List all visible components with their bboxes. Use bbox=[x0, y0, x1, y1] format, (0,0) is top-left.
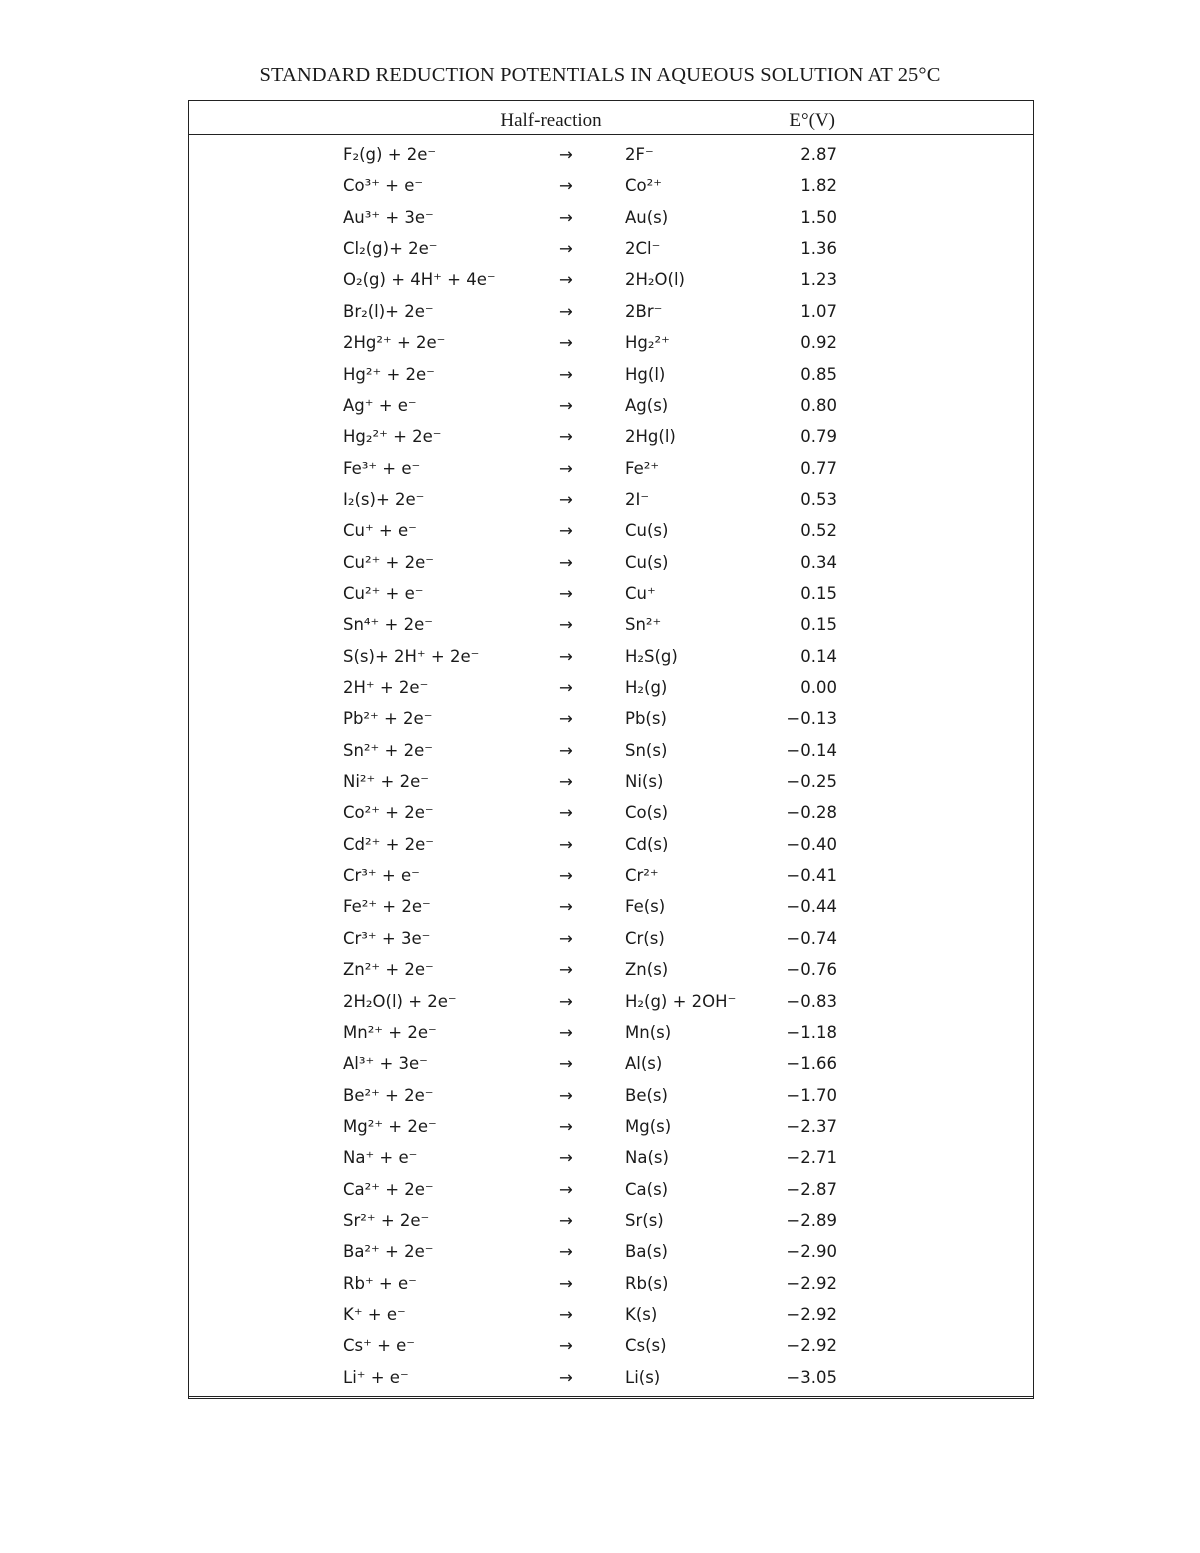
reduction-potential: −0.40 bbox=[786, 834, 837, 854]
reaction-reactants: Cl₂(g)+ 2e⁻ bbox=[343, 239, 438, 259]
reaction-products: Hg(l) bbox=[625, 364, 666, 384]
reduction-potential: −2.92 bbox=[786, 1336, 837, 1356]
reaction-reactants: Ag⁺ + e⁻ bbox=[343, 395, 417, 415]
reaction-arrow-icon: → bbox=[559, 521, 573, 541]
reaction-arrow-icon: → bbox=[559, 646, 573, 666]
table-row bbox=[189, 1330, 1033, 1361]
table-row bbox=[189, 797, 1033, 828]
reduction-potential: 1.50 bbox=[800, 207, 837, 227]
reduction-potential: 1.07 bbox=[800, 301, 837, 321]
table-row bbox=[189, 1362, 1033, 1393]
reaction-products: H₂(g) bbox=[625, 678, 668, 697]
reaction-products: Hg₂²⁺ bbox=[625, 333, 670, 353]
reaction-reactants: Zn²⁺ + 2e⁻ bbox=[343, 960, 434, 980]
table-row bbox=[189, 1080, 1033, 1111]
reaction-reactants: Ni²⁺ + 2e⁻ bbox=[343, 772, 429, 791]
reaction-products: H₂S(g) bbox=[625, 646, 678, 666]
table-row bbox=[189, 390, 1033, 421]
table-row bbox=[189, 860, 1033, 891]
reaction-arrow-icon: → bbox=[559, 489, 573, 509]
reduction-potential: 0.85 bbox=[800, 364, 837, 384]
reaction-products: 2F⁻ bbox=[625, 145, 654, 164]
reaction-reactants: Fe³⁺ + e⁻ bbox=[343, 458, 421, 478]
table-row bbox=[189, 672, 1033, 703]
reaction-reactants: Co²⁺ + 2e⁻ bbox=[343, 803, 434, 823]
reaction-arrow-icon: → bbox=[559, 1116, 573, 1136]
reduction-potential: 0.52 bbox=[800, 521, 837, 541]
reaction-reactants: O₂(g) + 4H⁺ + 4e⁻ bbox=[343, 270, 496, 290]
reaction-reactants: Sn⁴⁺ + 2e⁻ bbox=[343, 615, 433, 635]
reaction-products: Zn(s) bbox=[625, 960, 669, 980]
reaction-products: Co(s) bbox=[625, 803, 669, 823]
table-row bbox=[189, 202, 1033, 233]
table-row bbox=[189, 1236, 1033, 1267]
reaction-arrow-icon: → bbox=[559, 615, 573, 635]
table-row bbox=[189, 1017, 1033, 1048]
page-title: STANDARD REDUCTION POTENTIALS IN AQUEOUS SOLUTION AT 25°C bbox=[259, 64, 941, 86]
table-row bbox=[189, 923, 1033, 954]
reduction-potential: 1.36 bbox=[800, 239, 837, 259]
table-row bbox=[189, 1111, 1033, 1142]
reaction-arrow-icon: → bbox=[559, 364, 573, 384]
reduction-potential: 0.15 bbox=[800, 583, 837, 603]
reaction-reactants: Mn²⁺ + 2e⁻ bbox=[343, 1022, 437, 1042]
reaction-reactants: Cu⁺ + e⁻ bbox=[343, 521, 417, 541]
reaction-arrow-icon: → bbox=[559, 1179, 573, 1199]
reaction-arrow-icon: → bbox=[559, 270, 573, 290]
reaction-reactants: Cr³⁺ + e⁻ bbox=[343, 866, 420, 886]
reduction-potentials-table bbox=[188, 100, 1034, 1399]
reaction-products: 2Hg(l) bbox=[625, 427, 676, 447]
reduction-potential: −1.70 bbox=[786, 1085, 837, 1105]
reaction-products: Fe(s) bbox=[625, 897, 666, 917]
reaction-products: Cs(s) bbox=[625, 1336, 667, 1356]
reduction-potential: −2.89 bbox=[786, 1210, 837, 1230]
reduction-potential: 1.23 bbox=[800, 270, 837, 290]
reaction-reactants: S(s)+ 2H⁺ + 2e⁻ bbox=[343, 646, 480, 666]
reaction-products: Be(s) bbox=[625, 1085, 668, 1105]
table-row bbox=[189, 484, 1033, 515]
reduction-potential: −0.76 bbox=[786, 960, 837, 980]
reaction-arrow-icon: → bbox=[559, 928, 573, 948]
reaction-arrow-icon: → bbox=[559, 866, 573, 886]
reduction-potential: −2.90 bbox=[786, 1242, 837, 1262]
reaction-products: Sr(s) bbox=[625, 1210, 664, 1230]
reaction-arrow-icon: → bbox=[559, 1305, 573, 1324]
reaction-reactants: Br₂(l)+ 2e⁻ bbox=[343, 301, 434, 321]
table-row bbox=[189, 578, 1033, 609]
reaction-products: Ca(s) bbox=[625, 1179, 669, 1199]
reaction-arrow-icon: → bbox=[559, 740, 573, 760]
reaction-reactants: Be²⁺ + 2e⁻ bbox=[343, 1085, 434, 1105]
reduction-potential: −1.18 bbox=[786, 1022, 837, 1042]
reaction-arrow-icon: → bbox=[559, 552, 573, 572]
reaction-reactants: Au³⁺ + 3e⁻ bbox=[343, 207, 434, 227]
reduction-potential: −2.92 bbox=[786, 1273, 837, 1293]
reaction-reactants: Sn²⁺ + 2e⁻ bbox=[343, 740, 433, 760]
header-potential: E°(V) bbox=[789, 110, 835, 131]
reduction-potential: 2.87 bbox=[800, 145, 837, 164]
reduction-potential: −0.44 bbox=[786, 897, 837, 917]
reaction-reactants: Rb⁺ + e⁻ bbox=[343, 1273, 417, 1293]
table-row bbox=[189, 986, 1033, 1017]
reaction-reactants: Li⁺ + e⁻ bbox=[343, 1367, 409, 1387]
reaction-products: Sn²⁺ bbox=[625, 615, 662, 635]
table-row bbox=[189, 453, 1033, 484]
reaction-reactants: 2H⁺ + 2e⁻ bbox=[343, 678, 429, 697]
table-row bbox=[189, 954, 1033, 985]
reaction-products: Mg(s) bbox=[625, 1116, 672, 1136]
reaction-reactants: Cs⁺ + e⁻ bbox=[343, 1336, 416, 1356]
header-divider bbox=[189, 134, 1033, 135]
table-row bbox=[189, 1299, 1033, 1330]
reaction-reactants: Hg₂²⁺ + 2e⁻ bbox=[343, 427, 442, 447]
reaction-products: Cr(s) bbox=[625, 928, 665, 948]
reaction-products: Rb(s) bbox=[625, 1273, 669, 1293]
reaction-products: Cr²⁺ bbox=[625, 866, 659, 886]
reaction-arrow-icon: → bbox=[559, 1210, 573, 1230]
reaction-products: Cu(s) bbox=[625, 521, 669, 541]
reaction-arrow-icon: → bbox=[559, 803, 573, 823]
table-row bbox=[189, 1174, 1033, 1205]
table-row bbox=[189, 547, 1033, 578]
reaction-reactants: Pb²⁺ + 2e⁻ bbox=[343, 709, 433, 729]
reduction-potential: −0.74 bbox=[786, 928, 837, 948]
table-row bbox=[189, 421, 1033, 452]
reaction-arrow-icon: → bbox=[559, 772, 573, 791]
reduction-potential: 0.00 bbox=[800, 678, 837, 697]
table-row bbox=[189, 359, 1033, 390]
reaction-arrow-icon: → bbox=[559, 176, 573, 196]
reaction-products: Co²⁺ bbox=[625, 176, 662, 196]
reaction-arrow-icon: → bbox=[559, 395, 573, 415]
reaction-products: H₂(g) + 2OH⁻ bbox=[625, 991, 737, 1011]
reduction-potential: 0.92 bbox=[800, 333, 837, 353]
reduction-potential: −0.25 bbox=[786, 772, 837, 791]
reaction-reactants: Cu²⁺ + e⁻ bbox=[343, 583, 424, 603]
reaction-reactants: Hg²⁺ + 2e⁻ bbox=[343, 364, 435, 384]
reaction-products: Sn(s) bbox=[625, 740, 668, 760]
table-row bbox=[189, 1048, 1033, 1079]
table-row bbox=[189, 233, 1033, 264]
reduction-potential: 1.82 bbox=[800, 176, 837, 196]
reaction-products: Ba(s) bbox=[625, 1242, 668, 1262]
reduction-potential: −3.05 bbox=[786, 1367, 837, 1387]
reduction-potential: −2.71 bbox=[786, 1148, 837, 1168]
table-row bbox=[189, 609, 1033, 640]
reaction-arrow-icon: → bbox=[559, 1085, 573, 1105]
reaction-arrow-icon: → bbox=[559, 333, 573, 353]
reduction-potential: 0.15 bbox=[800, 615, 837, 635]
reaction-products: 2Cl⁻ bbox=[625, 239, 661, 259]
reaction-arrow-icon: → bbox=[559, 301, 573, 321]
table-row bbox=[189, 1142, 1033, 1173]
table-row bbox=[189, 641, 1033, 672]
reaction-reactants: Ca²⁺ + 2e⁻ bbox=[343, 1179, 434, 1199]
reaction-arrow-icon: → bbox=[559, 709, 573, 729]
reduction-potential: 0.80 bbox=[800, 395, 837, 415]
reaction-products: Pb(s) bbox=[625, 709, 667, 729]
reaction-products: 2I⁻ bbox=[625, 489, 650, 509]
reaction-products: Cu(s) bbox=[625, 552, 669, 572]
table-row bbox=[189, 1205, 1033, 1236]
reaction-reactants: Co³⁺ + e⁻ bbox=[343, 176, 424, 196]
reaction-products: Ag(s) bbox=[625, 395, 669, 415]
reduction-potential: −2.87 bbox=[786, 1179, 837, 1199]
reaction-reactants: Cu²⁺ + 2e⁻ bbox=[343, 552, 434, 572]
reaction-reactants: I₂(s)+ 2e⁻ bbox=[343, 489, 425, 509]
reduction-potential: 0.53 bbox=[800, 489, 837, 509]
table-row bbox=[189, 1268, 1033, 1299]
reaction-products: Mn(s) bbox=[625, 1022, 672, 1042]
table-row bbox=[189, 139, 1033, 170]
reaction-arrow-icon: → bbox=[559, 834, 573, 854]
reaction-products: 2H₂O(l) bbox=[625, 270, 685, 290]
reaction-reactants: 2Hg²⁺ + 2e⁻ bbox=[343, 333, 446, 353]
reaction-reactants: Mg²⁺ + 2e⁻ bbox=[343, 1116, 437, 1136]
reaction-arrow-icon: → bbox=[559, 1242, 573, 1262]
reaction-reactants: Sr²⁺ + 2e⁻ bbox=[343, 1210, 430, 1230]
reaction-reactants: Al³⁺ + 3e⁻ bbox=[343, 1054, 428, 1074]
reaction-arrow-icon: → bbox=[559, 1054, 573, 1074]
reaction-reactants: K⁺ + e⁻ bbox=[343, 1305, 406, 1324]
table-row bbox=[189, 170, 1033, 201]
reduction-potential: −0.28 bbox=[786, 803, 837, 823]
reduction-potential: −0.83 bbox=[786, 991, 837, 1011]
reaction-arrow-icon: → bbox=[559, 991, 573, 1011]
reaction-products: Al(s) bbox=[625, 1054, 663, 1074]
reduction-potential: 0.34 bbox=[800, 552, 837, 572]
reduction-potential: 0.77 bbox=[800, 458, 837, 478]
reaction-products: 2Br⁻ bbox=[625, 301, 663, 321]
reduction-potential: −0.41 bbox=[786, 866, 837, 886]
reaction-products: Na(s) bbox=[625, 1148, 669, 1168]
reaction-arrow-icon: → bbox=[559, 1148, 573, 1168]
reaction-arrow-icon: → bbox=[559, 1367, 573, 1387]
reaction-arrow-icon: → bbox=[559, 1022, 573, 1042]
reaction-arrow-icon: → bbox=[559, 897, 573, 917]
reaction-arrow-icon: → bbox=[559, 427, 573, 447]
reduction-potential: −2.37 bbox=[786, 1116, 837, 1136]
reaction-arrow-icon: → bbox=[559, 678, 573, 697]
header-half-reaction: Half-reaction bbox=[500, 110, 602, 131]
table-row bbox=[189, 829, 1033, 860]
table-row bbox=[189, 703, 1033, 734]
reaction-arrow-icon: → bbox=[559, 960, 573, 980]
reaction-arrow-icon: → bbox=[559, 239, 573, 259]
reaction-arrow-icon: → bbox=[559, 1336, 573, 1356]
reaction-products: Cu⁺ bbox=[625, 583, 656, 603]
reaction-products: Fe²⁺ bbox=[625, 458, 660, 478]
reduction-potential: −1.66 bbox=[786, 1054, 837, 1074]
reaction-reactants: Cd²⁺ + 2e⁻ bbox=[343, 834, 434, 854]
reduction-potential: 0.14 bbox=[800, 646, 837, 666]
reduction-potential: −0.14 bbox=[786, 740, 837, 760]
reaction-reactants: Cr³⁺ + 3e⁻ bbox=[343, 928, 431, 948]
reaction-products: K(s) bbox=[625, 1305, 658, 1324]
reduction-potential: −2.92 bbox=[786, 1305, 837, 1324]
reaction-arrow-icon: → bbox=[559, 1273, 573, 1293]
reaction-products: Au(s) bbox=[625, 207, 669, 227]
reduction-potential: 0.79 bbox=[800, 427, 837, 447]
reaction-reactants: Fe²⁺ + 2e⁻ bbox=[343, 897, 431, 917]
reaction-arrow-icon: → bbox=[559, 145, 573, 164]
reduction-potential: −0.13 bbox=[786, 709, 837, 729]
bottom-divider bbox=[189, 1396, 1033, 1397]
reaction-products: Ni(s) bbox=[625, 772, 664, 791]
reaction-arrow-icon: → bbox=[559, 583, 573, 603]
reaction-arrow-icon: → bbox=[559, 458, 573, 478]
table-row bbox=[189, 891, 1033, 922]
table-row bbox=[189, 327, 1033, 358]
reaction-arrow-icon: → bbox=[559, 207, 573, 227]
reaction-reactants: 2H₂O(l) + 2e⁻ bbox=[343, 991, 457, 1011]
reaction-products: Cd(s) bbox=[625, 834, 669, 854]
table-row bbox=[189, 735, 1033, 766]
table-row bbox=[189, 296, 1033, 327]
reaction-products: Li(s) bbox=[625, 1367, 661, 1387]
reaction-reactants: F₂(g) + 2e⁻ bbox=[343, 145, 437, 164]
reaction-reactants: Na⁺ + e⁻ bbox=[343, 1148, 418, 1168]
table-row bbox=[189, 515, 1033, 546]
table-row bbox=[189, 264, 1033, 295]
table-row bbox=[189, 766, 1033, 797]
reaction-reactants: Ba²⁺ + 2e⁻ bbox=[343, 1242, 434, 1262]
